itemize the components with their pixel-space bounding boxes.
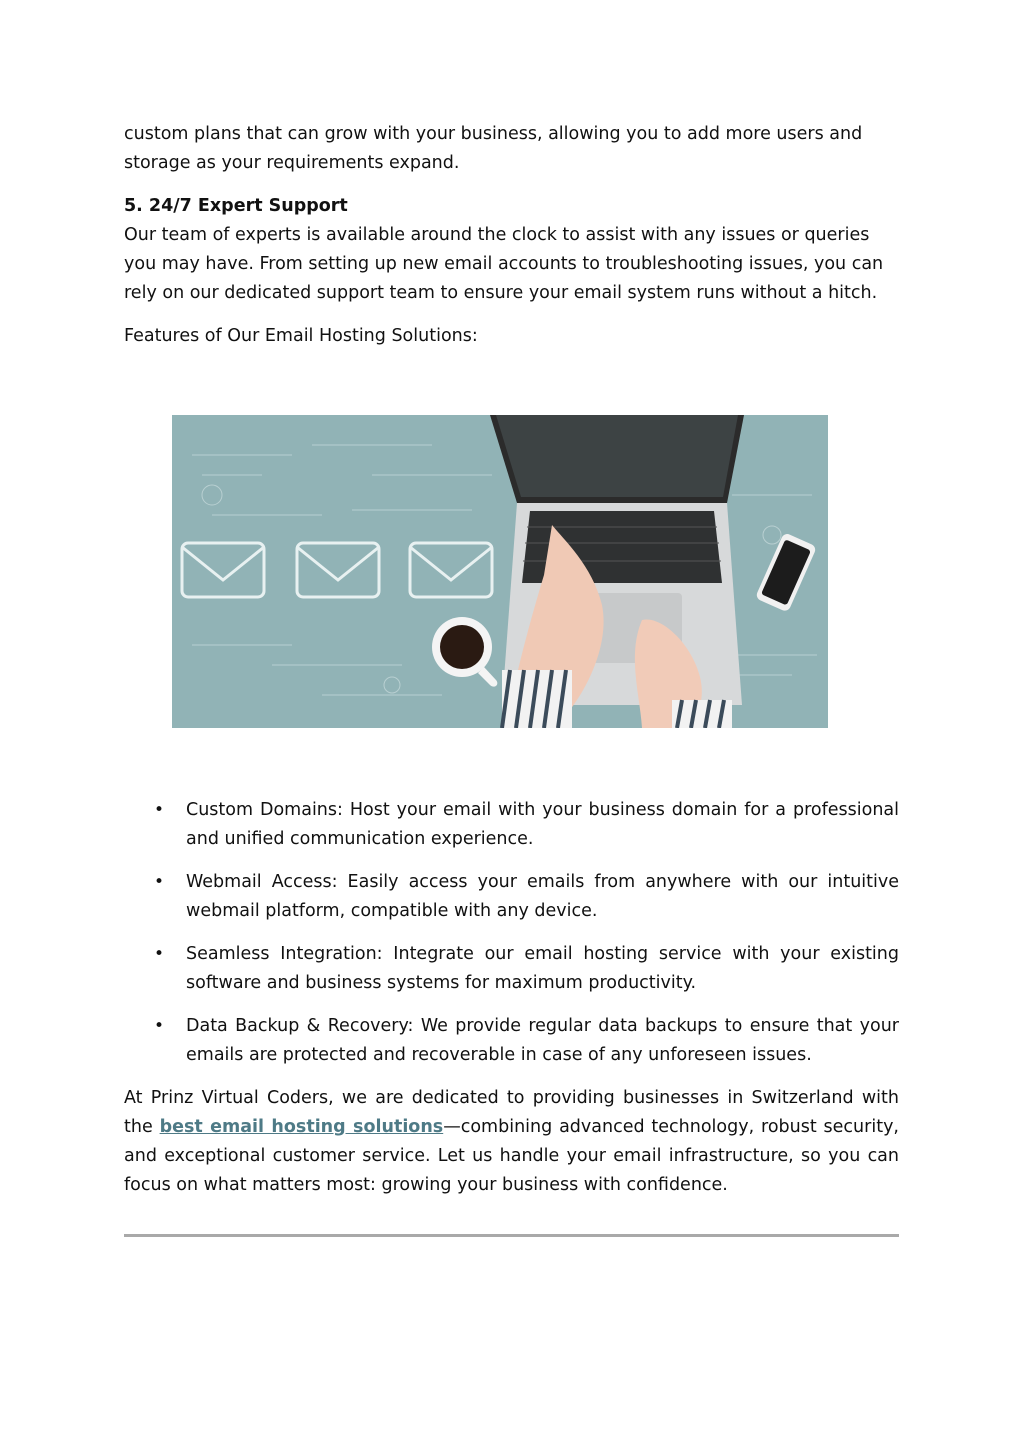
- email-laptop-illustration: [172, 415, 828, 728]
- features-list: [124, 796, 899, 1084]
- bullet-icon: •: [154, 800, 165, 820]
- document-body: [124, 120, 899, 351]
- bullet-icon: •: [154, 944, 165, 964]
- list-item: [124, 1012, 899, 1070]
- closing-text-before: At Prinz Virtual Coders, we are dedicated to providing businesses in Switzerland with the: [124, 1088, 899, 1137]
- support-paragraph: Our team of experts is available around the clock to assist with any issues or queries you may have. From setting up new email accounts to troubleshooting issues, you can rely on our dedicated support team to ensure your email system runs without a hitch.: [124, 225, 884, 303]
- feature-text: Webmail Access: Easily access your emails from anywhere with our intuitive webmail platform, compatible with any device.: [186, 872, 899, 921]
- feature-text: Data Backup & Recovery: We provide regular data backups to ensure that your emails are protected and recoverable in case of any unforeseen issues.: [186, 1016, 899, 1065]
- closing-paragraph: [124, 1084, 899, 1200]
- email-hosting-link[interactable]: best email hosting solutions: [159, 1117, 444, 1137]
- list-item: [124, 940, 899, 998]
- list-item: [124, 868, 899, 926]
- feature-text: Seamless Integration: Integrate our email hosting service with your existing software and business systems for maximum productivity.: [186, 944, 899, 993]
- support-heading: 5. 24/7 Expert Support: [124, 196, 348, 216]
- list-item: [124, 796, 899, 854]
- paragraph-continued: custom plans that can grow with your business, allowing you to add more users and storage as your requirements expand.: [124, 124, 863, 173]
- bullet-icon: •: [154, 872, 165, 892]
- bullet-icon: •: [154, 1016, 165, 1036]
- closing-text-after: —combining advanced technology, robust security, and exceptional customer service. Let us handle your email infrastructure, so you can focus on what matters most: growing your business with confidence.: [124, 1117, 899, 1195]
- features-intro: Features of Our Email Hosting Solutions:: [124, 326, 478, 346]
- feature-text: Custom Domains: Host your email with your business domain for a professional and unified communication experience.: [186, 800, 899, 849]
- horizontal-divider: [124, 1234, 899, 1237]
